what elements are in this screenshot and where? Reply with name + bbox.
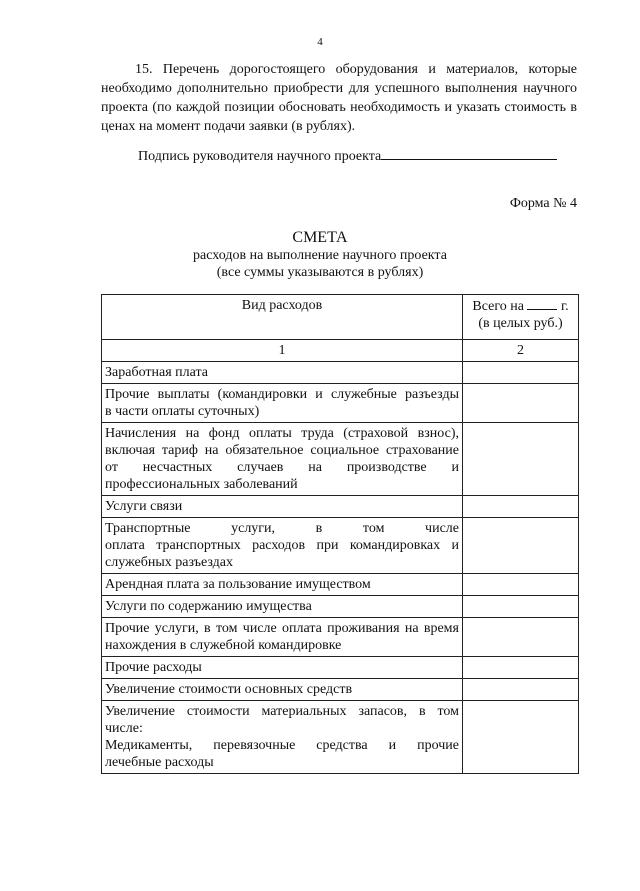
- table-row: [102, 701, 579, 774]
- column-number-2: 2: [463, 340, 579, 362]
- expense-type-line: Арендная плата за пользование имуществом: [105, 577, 371, 592]
- expense-type-line: в части оплаты суточных): [105, 404, 260, 419]
- table-row: [102, 657, 579, 679]
- expense-type-line: Заработная плата: [105, 365, 208, 380]
- amount-cell[interactable]: [463, 679, 579, 701]
- expense-type-line: Услуги связи: [105, 499, 183, 514]
- form-number: Форма № 4: [509, 196, 577, 211]
- amount-cell[interactable]: [463, 596, 579, 618]
- amount-cell[interactable]: [463, 384, 579, 423]
- expense-type-line: Увеличение стоимости материальных запасов, в том: [105, 704, 459, 719]
- expense-type-cell: [102, 423, 463, 496]
- table-row: [102, 618, 579, 657]
- expense-type-line: Начисления на фонд оплаты труда (страховой взнос),: [105, 426, 459, 441]
- expense-type-line: нахождения в служебной командировке: [105, 638, 342, 653]
- table-row: [102, 362, 579, 384]
- item-15-paragraph: 15. Перечень дорогостоящего оборудования и материалов, которые необходимо дополнительно приобрести для успешного выполнения научного проекта (по каждой позиции обосновать необходимость и указать стоимость в ценах на момент подачи заявки (в рублях).: [101, 62, 577, 134]
- amount-cell[interactable]: [463, 496, 579, 518]
- table-row: [102, 679, 579, 701]
- expense-type-cell: [102, 618, 463, 657]
- table-row: [102, 574, 579, 596]
- expense-type-line: числе:: [105, 721, 143, 736]
- amount-cell[interactable]: [463, 518, 579, 574]
- table-row: [102, 496, 579, 518]
- amount-cell[interactable]: [463, 423, 579, 496]
- amount-cell[interactable]: [463, 574, 579, 596]
- table-number-row: [102, 340, 579, 362]
- expense-type-line: Увеличение стоимости основных средств: [105, 682, 353, 697]
- table-body: [102, 362, 579, 774]
- expense-type-line: Транспортные услуги, в том числе: [105, 521, 459, 536]
- estimate-title-block: [0, 228, 640, 281]
- table-row: [102, 596, 579, 618]
- expense-type-cell: [102, 574, 463, 596]
- expense-type-line: профессиональных заболеваний: [105, 477, 298, 492]
- expense-type-line: Прочие услуги, в том числе оплата проживания на время: [105, 621, 459, 636]
- expense-type-line: Медикаменты, перевязочные средства и прочие: [105, 738, 459, 753]
- header-expense-type: Вид расходов: [102, 295, 463, 340]
- expense-type-cell: [102, 518, 463, 574]
- header-total-prefix: Всего на: [472, 299, 524, 314]
- expense-type-cell: [102, 384, 463, 423]
- expense-type-line: служебных разъездах: [105, 555, 233, 570]
- table-header-row: [102, 295, 579, 340]
- table-row: [102, 384, 579, 423]
- expense-type-line: лечебные расходы: [105, 755, 214, 770]
- expense-type-cell: [102, 701, 463, 774]
- signature-blank: [381, 146, 557, 160]
- estimate-title: СМЕТА: [292, 229, 348, 246]
- expense-type-cell: [102, 496, 463, 518]
- amount-cell[interactable]: [463, 618, 579, 657]
- header-total: [463, 295, 579, 340]
- expense-type-line: Услуги по содержанию имущества: [105, 599, 312, 614]
- expense-type-line: от несчастных случаев на производстве и: [105, 460, 459, 475]
- amount-cell[interactable]: [463, 362, 579, 384]
- signature-label: Подпись руководителя научного проекта: [138, 149, 382, 164]
- estimate-subtitle-1: расходов на выполнение научного проекта: [193, 248, 447, 263]
- year-blank: [527, 297, 557, 310]
- expense-type-cell: [102, 657, 463, 679]
- estimate-table: [101, 294, 579, 774]
- header-total-suffix: г.: [560, 299, 569, 314]
- expense-type-line: оплата транспортных расходов при командировках и: [105, 538, 459, 553]
- table-row: [102, 423, 579, 496]
- amount-cell[interactable]: [463, 701, 579, 774]
- expense-type-line: включая тариф на обязательное социальное страхование: [105, 443, 459, 458]
- expense-type-cell: [102, 362, 463, 384]
- expense-type-cell: [102, 596, 463, 618]
- header-total-units: (в целых руб.): [478, 316, 563, 331]
- expense-type-line: Прочие расходы: [105, 660, 202, 675]
- table-row: [102, 518, 579, 574]
- estimate-subtitle-2: (все суммы указываются в рублях): [216, 265, 424, 280]
- expense-type-line: Прочие выплаты (командировки и служебные разъезды: [105, 387, 459, 402]
- signature-line: [138, 146, 557, 166]
- amount-cell[interactable]: [463, 657, 579, 679]
- column-number-1: 1: [102, 340, 463, 362]
- expense-type-cell: [102, 679, 463, 701]
- page-number: 4: [317, 36, 323, 48]
